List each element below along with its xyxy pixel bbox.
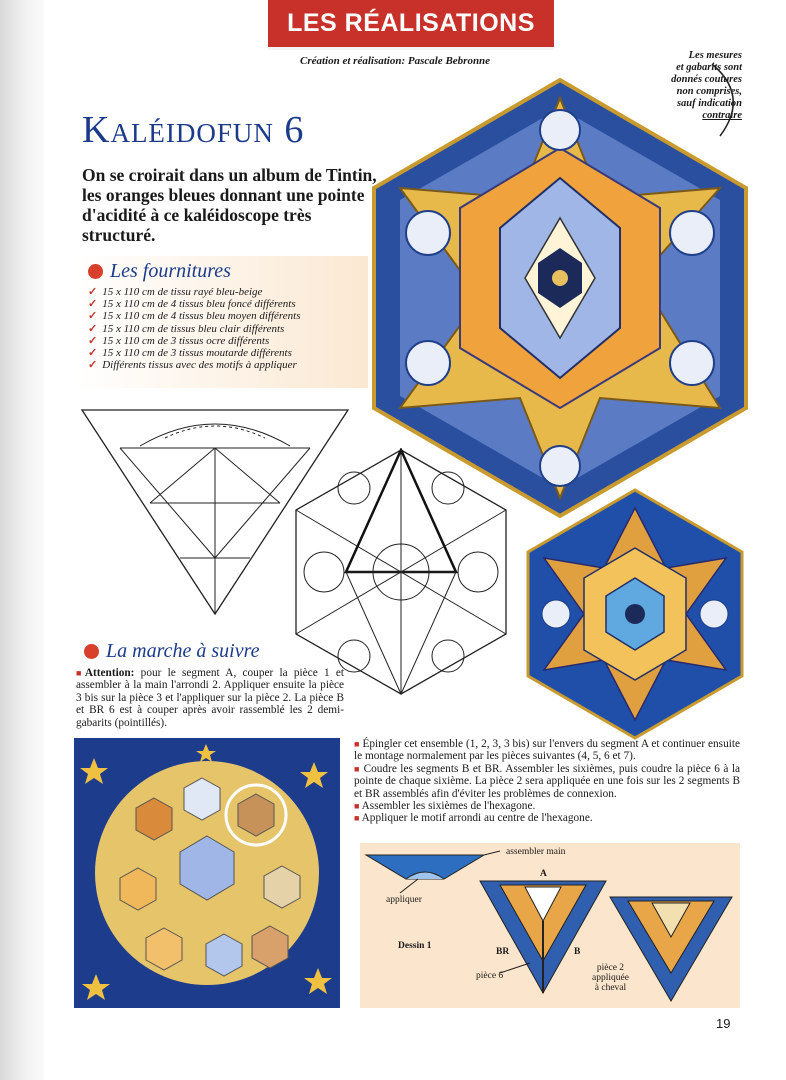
quilt-photo [74, 738, 340, 1008]
bullet-dot-icon [84, 644, 99, 659]
label-appliquer: appliquer [386, 895, 422, 905]
list-item: ✓ 15 x 110 cm de tissus bleu clair différents [88, 322, 285, 335]
list-item: ✓ Différents tissus avec des motifs à appliquer [88, 359, 297, 372]
step-item: ■ Appliquer le motif arrondi au centre de l'hexagone. [354, 812, 593, 825]
label-A: A [540, 869, 547, 879]
page-number: 19 [716, 1016, 731, 1031]
instructions-heading: La marche à suivre [84, 640, 260, 663]
page-title: Kaléidofun 6 [82, 109, 305, 151]
step-item: ■ Coudre les segments B et BR. Assembler les sixièmes, puis coudre la pièce 6 à la pointe de chaque sixième. La pièce 2 sera appliquée en une fois sur les 2 segments B et BR assemblés afin d'éviter les problèmes de connexion. [354, 762, 741, 800]
step-item: ■ Épingler cet ensemble (1, 2, 3, 3 bis) sur l'envers du segment A et continuer ensuite le montage normalement par les pièces suivantes (4, 5, 6 et 7). [354, 738, 741, 763]
list-item: ✓ 15 x 110 cm de tissu rayé bleu-beige [88, 286, 263, 298]
label-piece6: pièce 6 [476, 971, 504, 981]
credit-line: Création et réalisation: Pascale Bebronne [300, 55, 491, 67]
list-item: ✓ 15 x 110 cm de 3 tissus ocre différents [88, 334, 270, 347]
supplies-list [88, 286, 301, 371]
intro-paragraph: On se croirait dans un album de Tintin, les oranges bleues donnant une pointe d'acidité à ce kaléidoscope très structuré. [82, 165, 377, 245]
list-item: ✓ 15 x 110 cm de 3 tissus moutarde différents [88, 347, 292, 360]
measurement-note: Les mesures et gabarits sont donnés coutures non comprises, sauf indication contraire [671, 50, 742, 121]
bullet-dot-icon [88, 264, 103, 279]
square-bullet-icon: ■ [76, 668, 85, 678]
label-B: B [574, 947, 581, 957]
list-item: ✓ 15 x 110 cm de 4 tissus bleu foncé différents [88, 298, 296, 311]
label-assembler-main: assembler main [506, 847, 566, 857]
small-quilt-image [526, 488, 744, 740]
step-item: ■ Assembler les sixièmes de l'hexagone. [354, 800, 536, 813]
page-spine-shadow [0, 0, 44, 1080]
hexagon-pattern-drawing [294, 448, 508, 696]
instruction-steps [354, 738, 740, 825]
list-item: ✓ 15 x 110 cm de 4 tissus bleu moyen différents [88, 310, 301, 323]
attention-paragraph: ■Attention: pour le segment A, couper la pièce 1 et assembler à la main l'arrondi 2. Appliquer ensuite la pièce 3 bis sur la pièce 3 et l'appliquer sur la pièce 2. La pièce B et BR 6 est à couper après avoir rassemblé les 2 demi-gabarits (pointillés). [76, 667, 344, 729]
label-dessin: Dessin 1 [398, 941, 432, 951]
label-piece2: pièce 2 appliquée à cheval [592, 963, 629, 993]
assembly-diagram-drawing [360, 843, 740, 1008]
supplies-heading: Les fournitures [88, 260, 231, 283]
assembly-diagram [360, 843, 740, 1008]
section-banner: LES RÉALISATIONS [268, 0, 554, 50]
label-BR: BR [496, 947, 510, 957]
